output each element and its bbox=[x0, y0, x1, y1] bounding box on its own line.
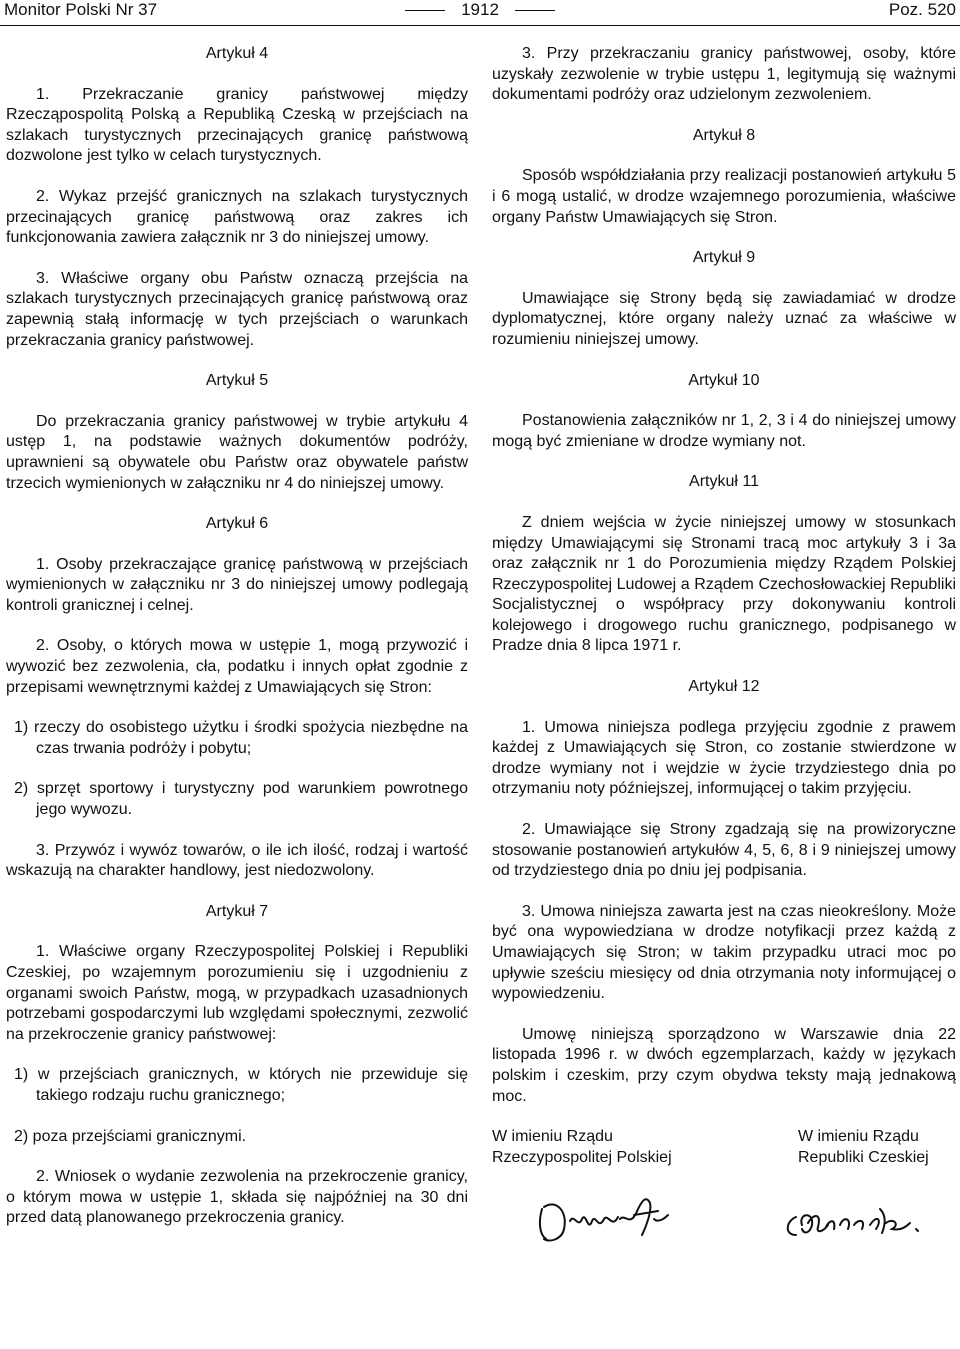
signature-poland-line-1: W imieniu Rządu bbox=[492, 1128, 613, 1146]
signature-czech-line-1: W imieniu Rządu bbox=[798, 1128, 919, 1146]
article-6-paragraph-1: 1. Osoby przekraczające granicę państwową w przejściach wymienionych w załączniku nr 3 do niniejszej umowy podlegają kontroli granicznej i celnej. bbox=[6, 555, 468, 614]
article-7-paragraph-1: 1. Właściwe organy Rzeczypospolitej Polskiej i Republiki Czeskiej, po wzajemnym porozumieniu się i uzgodnieniu z organami swoich Państw, mogą, w przypadkach uzasadnionych potrzebami gospodarczymi lub względami społecznymi, zezwolić na przekroczenie granicy państwowej: bbox=[6, 943, 468, 1043]
article-12-paragraph-1: 1. Umowa niniejsza podlega przyjęciu zgodnie z prawem każdej z Umawiających się Stron, co zostanie stwierdzone w drodze wymiany not i wejdzie w życie trzydziestego dnia po otrzymaniu noty późniejszej, informującej o takim przyjęciu. bbox=[492, 718, 956, 798]
article-4-paragraph-3: 3. Właściwe organy obu Państw oznaczą przejścia na szlakach turystycznych przecinających granicę państwową oraz zapewnią stałą informację w tych przejściach o warunkach przekraczania granicy państwowej. bbox=[6, 269, 468, 349]
page-header bbox=[0, 0, 960, 26]
article-7-title: Artykuł 7 bbox=[205, 902, 269, 920]
article-5-paragraph-1: Do przekraczania granicy państwowej w trybie artykułu 4 ustęp 1, na podstawie ważnych dokumentów podróży, uprawnieni są obywatele obu Państw oraz obywatele państw trzecich wymienionych w załączniku nr 4 do niniejszej umowy. bbox=[6, 412, 468, 492]
article-4-paragraph-1: 1. Przekraczanie granicy państwowej między Rzecząpospolitą Polską a Republiką Czeską w przejściach na szlakach turystycznych przecinających granicę państwową dozwolone jest tylko w celach turystycznych. bbox=[6, 85, 468, 165]
signature-poland-handwritten bbox=[534, 1189, 684, 1251]
page-number: 1912 bbox=[0, 0, 960, 20]
article-6-item-1: 1) rzeczy do osobistego użytku i środki spożycia niezbędne na czas trwania podróży i pobytu; bbox=[14, 719, 468, 757]
article-10-paragraph-1: Postanowienia załączników nr 1, 2, 3 i 4 do niniejszej umowy mogą być zmieniane w drodze wymiany not. bbox=[492, 412, 956, 450]
signature-block-czech bbox=[798, 1127, 929, 1168]
article-11-title: Artykuł 11 bbox=[689, 473, 759, 491]
signatures bbox=[492, 1127, 956, 1327]
article-7-item-2: 2) poza przejściami granicznymi. bbox=[14, 1127, 247, 1145]
signature-czech-line-2: Republiki Czeskiej bbox=[798, 1148, 929, 1166]
signature-block-poland bbox=[492, 1127, 672, 1168]
signature-czech-handwritten bbox=[782, 1199, 952, 1245]
article-12-paragraph-2: 2. Umawiające się Strony zgadzają się na prowizoryczne stosowanie postanowień artykułów 4, 5, 6, 8 i 9 niniejszej umowy od trzydziestego dnia po dniu jej podpisania. bbox=[492, 821, 956, 880]
article-4-paragraph-2: 2. Wykaz przejść granicznych na szlakach turystycznych przecinających granicę państwową oraz zakres ich funkcjonowania zawiera załącznik nr 3 do niniejszej umowy. bbox=[6, 187, 468, 247]
article-7-item-1: 1) w przejściach granicznych, w których nie przewiduje się takiego rodzaju ruchu granicznego; bbox=[14, 1066, 468, 1104]
article-6-title: Artykuł 6 bbox=[205, 515, 269, 533]
article-6-paragraph-3: 3. Przywóz i wywóz towarów, o ile ich ilość, rodzaj i wartość wskazują na charakter handlowy, jest niedozwolony. bbox=[6, 841, 468, 880]
article-12-paragraph-3: 3. Umowa niniejsza zawarta jest na czas nieokreślony. Może być ona wypowiedziana w drodze notyfikacji przez każdą z Umawiających się Stron; w takim przypadku utraci moc po upływie sześciu miesięcy od dnia otrzymania noty informującej o wypowiedzeniu. bbox=[492, 902, 956, 1003]
article-4-title: Artykuł 4 bbox=[205, 45, 269, 62]
publication-name: Monitor Polski Nr 37 bbox=[4, 0, 158, 19]
article-6-paragraph-2: 2. Osoby, o których mowa w ustępie 1, mogą przywozić i wywozić bez zezwolenia, cła, podatku i innych opłat zgodnie z przepisami wewnętrznymi każdej z Umawiających się Stron: bbox=[6, 637, 468, 696]
article-9-title: Artykuł 9 bbox=[692, 249, 756, 267]
left-column bbox=[6, 44, 468, 1249]
position-number: Poz. 520 bbox=[888, 0, 956, 19]
article-7-paragraph-2: 2. Wniosek o wydanie zezwolenia na przekroczenie granicy, o którym mowa w ustępie 1, składa się najpóźniej na 30 dni przed datą planowanego przekroczenia granicy. bbox=[6, 1168, 468, 1227]
article-12-title: Artykuł 12 bbox=[688, 678, 760, 696]
article-7-paragraph-3: 3. Przy przekraczaniu granicy państwowej, osoby, które uzyskały zezwolenie w trybie ustępu 1, legitymują się ważnymi dokumentami podróży oraz udzielonym zezwoleniem. bbox=[492, 45, 956, 104]
article-8-title: Artykuł 8 bbox=[692, 126, 756, 144]
header-rule bbox=[0, 25, 960, 26]
closing-statement: Umowę niniejszą sporządzono w Warszawie dnia 22 listopada 1996 r. w dwóch egzemplarzach, każdy w językach polskim i czeskim, przy czym obydwa teksty mają jednakową moc. bbox=[492, 1025, 956, 1105]
article-6-item-2: 2) sprzęt sportowy i turystyczny pod warunkiem powrotnego jego wywozu. bbox=[14, 780, 468, 819]
article-11-paragraph-1: Z dniem wejścia w życie niniejszej umowy w stosunkach między Umawiającymi się Stronami tracą moc artykuły 3 i 3a oraz załącznik nr 1 do Porozumienia między Rządem Polskiej Rzeczypospolitej Ludowej a Rządem Czechosłowackiej Republiki Socjalistycznej o współpracy przy dokonywaniu kontroli kolejowego i drogowego ruchu granicznego, podpisanego w Pradze dnia 8 lipca 1971 r. bbox=[492, 513, 956, 655]
right-column bbox=[492, 44, 956, 1327]
article-10-title: Artykuł 10 bbox=[688, 371, 760, 389]
signature-poland-line-2: Rzeczypospolitej Polskiej bbox=[492, 1148, 672, 1166]
article-8-paragraph-1: Sposób współdziałania przy realizacji postanowień artykułu 5 i 6 mogą ustalić, w drodze wzajemnego porozumienia, właściwe organy Państw Umawiających się Stron. bbox=[492, 167, 956, 226]
article-9-paragraph-1: Umawiające się Strony będą się zawiadamiać w drodze dyplomatycznej, które organy należy uznać za właściwe w rozumieniu niniejszej umowy. bbox=[492, 289, 956, 348]
article-5-title: Artykuł 5 bbox=[205, 372, 269, 390]
